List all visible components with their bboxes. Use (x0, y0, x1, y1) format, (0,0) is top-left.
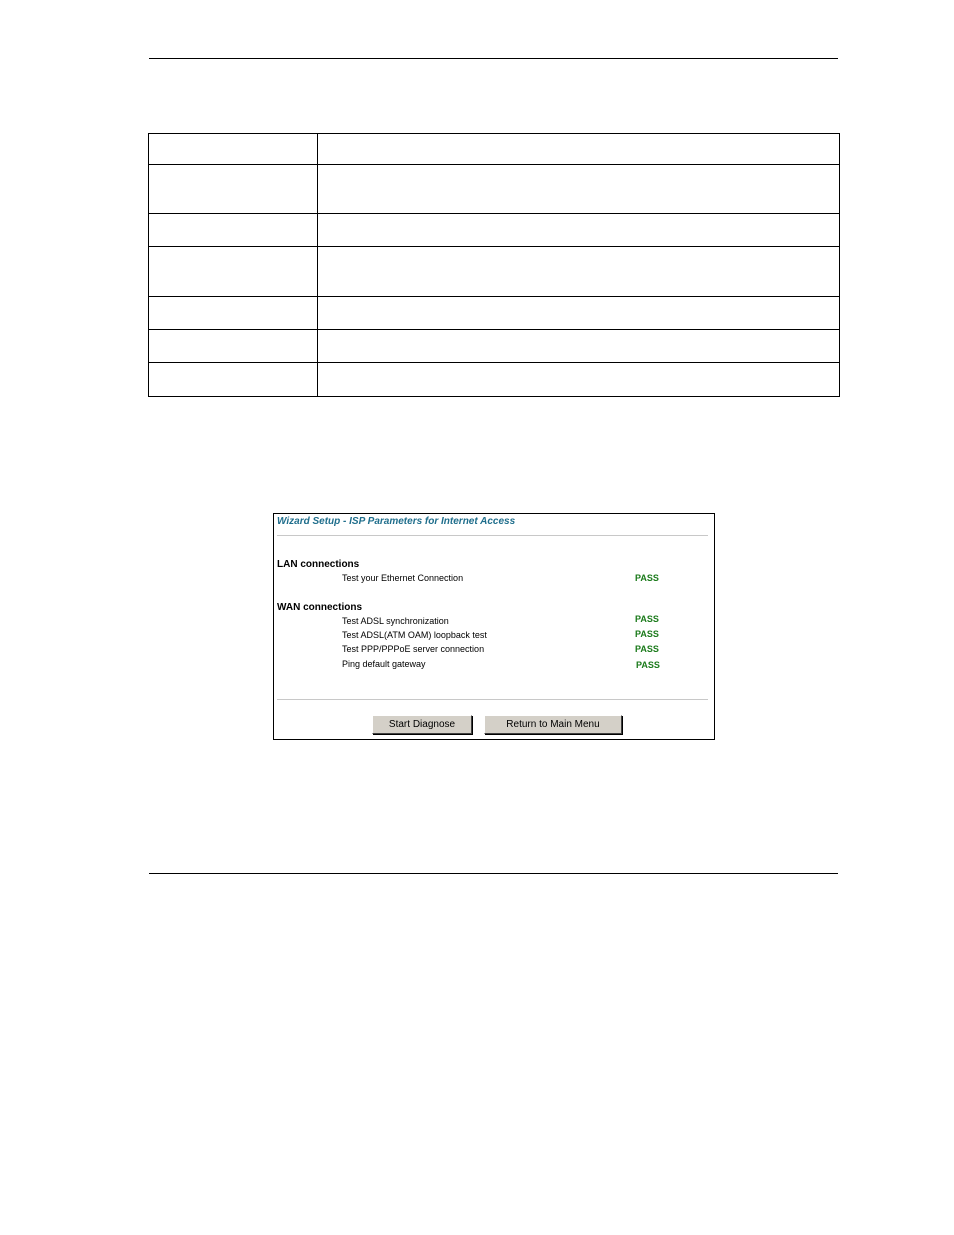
header-rule (149, 58, 838, 59)
table-row (149, 165, 840, 214)
start-diagnose-button[interactable]: Start Diagnose (372, 715, 472, 734)
test-row-ethernet (274, 573, 714, 586)
test-label: Ping default gateway (342, 659, 426, 669)
status-badge: PASS (635, 629, 659, 639)
panel-title: Wizard Setup - ISP Parameters for Internet Access (277, 516, 516, 527)
footer-divider (277, 699, 708, 700)
test-label: Test ADSL synchronization (342, 616, 449, 626)
status-badge: PASS (636, 660, 660, 670)
lan-section-heading: LAN connections (277, 559, 360, 570)
test-row-ping-gateway (274, 659, 714, 672)
diagnose-panel (273, 513, 715, 740)
test-label: Test ADSL(ATM OAM) loopback test (342, 630, 487, 640)
table-row (149, 363, 840, 397)
table-row (149, 134, 840, 165)
status-badge: PASS (635, 573, 659, 583)
status-badge: PASS (635, 614, 659, 624)
test-row-ppp (274, 644, 714, 657)
test-row-atm-oam (274, 630, 714, 643)
field-description-table (148, 133, 840, 397)
table-row (149, 297, 840, 330)
test-label: Test PPP/PPPoE server connection (342, 644, 485, 654)
footer-rule (149, 873, 838, 874)
test-label: Test your Ethernet Connection (342, 573, 464, 583)
table-row (149, 330, 840, 363)
return-to-main-menu-button[interactable]: Return to Main Menu (484, 715, 622, 734)
table-row (149, 247, 840, 297)
title-divider (277, 535, 708, 536)
table-row (149, 214, 840, 247)
test-row-adsl-sync (274, 616, 714, 629)
wan-section-heading: WAN connections (277, 602, 363, 613)
status-badge: PASS (635, 644, 659, 654)
